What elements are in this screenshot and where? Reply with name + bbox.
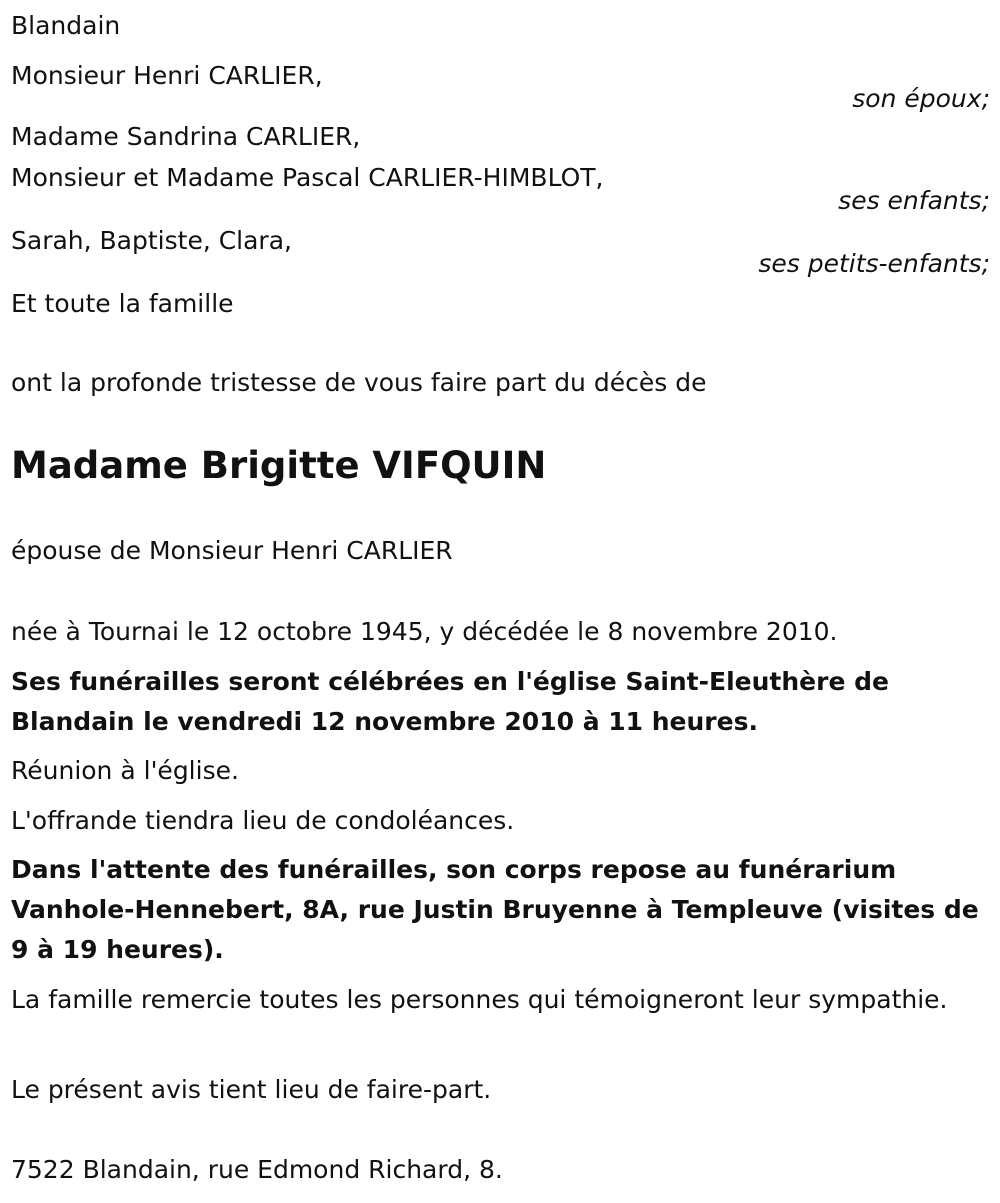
header-place: Blandain (11, 11, 121, 40)
funeral-service-text: Ses funérailles seront célébrées en l'église Saint-Eleuthère de Blandain le vendredi 12 novembre 2010 à 11 heures. (11, 667, 889, 736)
address-text: 7522 Blandain, rue Edmond Richard, 8. (11, 1155, 503, 1184)
child-name: Madame Sandrina CARLIER, (11, 122, 361, 151)
child-name: Monsieur et Madame Pascal CARLIER-HIMBLOT, (11, 163, 604, 192)
deceased-name: Madame Brigitte VIFQUIN (11, 444, 547, 487)
grandchildren-role: ses petits-enfants; (758, 249, 990, 278)
spouse-role: son époux; (852, 84, 990, 113)
children-role: ses enfants; (838, 186, 990, 215)
viewing-text: Dans l'attente des funérailles, son corps repose au funérarium Vanhole-Hennebert, 8A, rue Justin Bruyenne à Templeuve (visites de 9 à 19 heures). (11, 855, 979, 964)
meeting-text: Réunion à l'église. (11, 756, 239, 785)
grandchildren-names: Sarah, Baptiste, Clara, (11, 226, 292, 255)
notice-text: Le présent avis tient lieu de faire-part. (11, 1075, 492, 1104)
thanks-text: La famille remercie toutes les personnes qui témoigneront leur sympathie. (11, 985, 948, 1014)
spouse-of-text: épouse de Monsieur Henri CARLIER (11, 536, 453, 565)
birth-death-text: née à Tournai le 12 octobre 1945, y décédée le 8 novembre 2010. (11, 617, 838, 646)
announcement-text: ont la profonde tristesse de vous faire part du décès de (11, 368, 707, 397)
spouse-name: Monsieur Henri CARLIER, (11, 61, 323, 90)
offering-text: L'offrande tiendra lieu de condoléances. (11, 806, 515, 835)
family-rest: Et toute la famille (11, 289, 234, 318)
